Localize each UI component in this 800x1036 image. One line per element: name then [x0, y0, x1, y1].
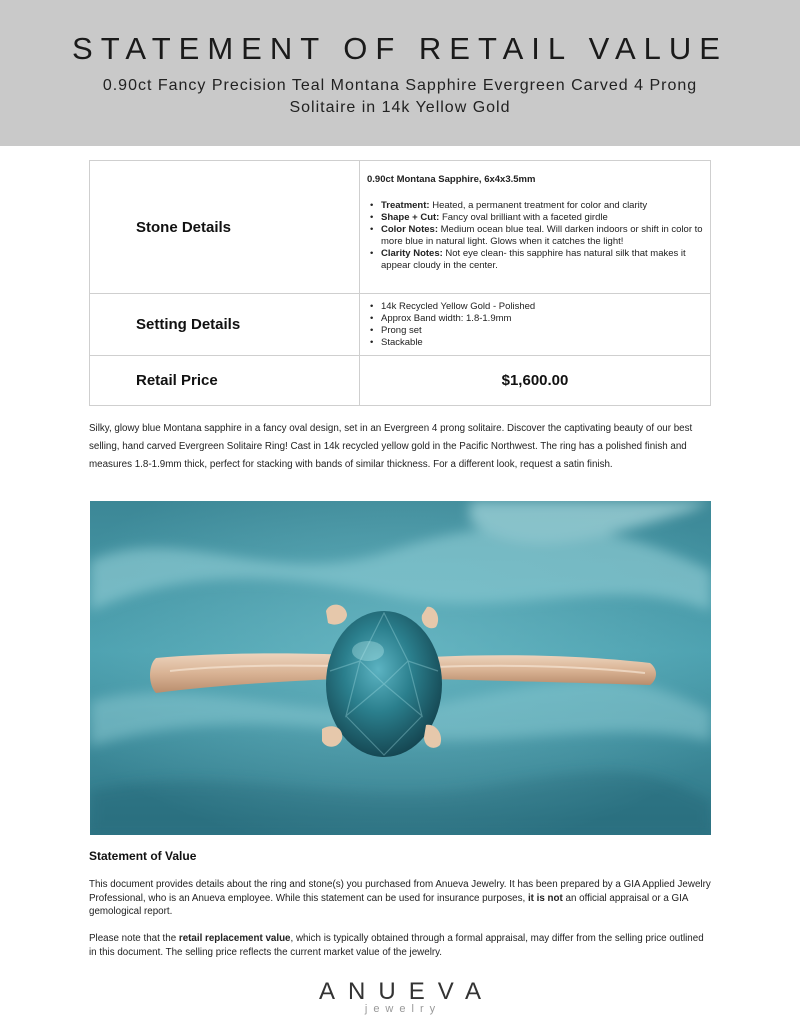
- setting-details-label: Setting Details: [90, 294, 360, 356]
- logo-brand-text: ANUEVA: [319, 978, 494, 1005]
- ring-photo: [90, 501, 711, 835]
- clarity-notes-key: Clarity Notes:: [381, 248, 443, 259]
- statement-p1-end: an official appraisal or a GIA gemological report.: [89, 892, 688, 917]
- anueva-logo: [0, 978, 800, 1015]
- statement-p2-emphasis: retail replacement value: [178, 933, 291, 944]
- logo-sub-text: jewelry: [364, 1003, 442, 1015]
- setting-details-row: [90, 294, 711, 356]
- color-notes-key: Color Notes:: [381, 224, 438, 235]
- retail-price-label: Retail Price: [90, 356, 360, 406]
- statement-p1-emphasis: it is not: [527, 892, 563, 904]
- retail-price-value: $1,600.00: [360, 356, 711, 406]
- stone-details-row: [90, 161, 711, 294]
- stone-bullet-list: [367, 200, 704, 272]
- page-title: STATEMENT OF RETAIL VALUE: [72, 31, 728, 66]
- statement-paragraph-1: [89, 878, 711, 919]
- list-item: [381, 224, 704, 248]
- shape-cut-text: Fancy oval brilliant with a faceted girdle: [439, 212, 608, 223]
- list-item: [381, 248, 704, 272]
- list-item: • 14k Recycled Yellow Gold - Polished: [381, 301, 704, 313]
- statement-p2-start: Please note that the: [89, 933, 179, 944]
- retail-price-row: [90, 356, 711, 406]
- clarity-notes-text: Not eye clean- this sapphire has natural silk that makes it appear cloudy in the center.: [381, 248, 686, 271]
- color-notes-text: Medium ocean blue teal. Will darken indoors or shift in color to more blue in natural light. Glows when it catches the light!: [381, 224, 703, 247]
- treatment-text: Heated, a permanent treatment for color and clarity: [429, 200, 648, 211]
- details-table: [89, 160, 711, 406]
- statement-p1-start: This document provides details about the ring and stone(s) you purchased from Anueva Jewelry. It has been prepared by a GIA Applied Jewelry Professional, who is an Anueva employee. While this statement can be used for insurance purposes,: [89, 879, 711, 904]
- ring-illustration: [90, 501, 711, 835]
- product-subtitle: 0.90ct Fancy Precision Teal Montana Sapphire Evergreen Carved 4 Prong Solitaire in 14k Yellow Gold: [102, 77, 698, 116]
- statement-of-value-title: Statement of Value: [89, 849, 197, 863]
- list-item: • Stackable: [381, 337, 704, 349]
- setting-bullet-list: [367, 301, 704, 349]
- list-item: [381, 200, 704, 212]
- stone-heading: 0.90ct Montana Sapphire, 6x4x3.5mm: [367, 174, 536, 185]
- stone-details-value: [360, 161, 711, 294]
- setting-details-value: [360, 294, 711, 356]
- shape-cut-key: Shape + Cut:: [381, 212, 440, 223]
- product-description: Silky, glowy blue Montana sapphire in a fancy oval design, set in an Evergreen 4 prong solitaire. Discover the captivating beauty of our best selling, hand carved Evergreen Solitaire Ring! Cast in 14k recycled yellow gold in the Pacific Northwest. The ring has a polished finish and measures 1.8-1.9mm thick, perfect for stacking with bands of similar thickness. For a different look, request a satin finish.: [89, 423, 693, 470]
- list-item: • Approx Band width: 1.8-1.9mm: [381, 313, 704, 325]
- stone-details-label: Stone Details: [90, 161, 360, 294]
- page-header: [0, 0, 800, 146]
- list-item: [381, 212, 704, 224]
- treatment-key: Treatment:: [381, 200, 430, 211]
- list-item: • Prong set: [381, 325, 704, 337]
- statement-p2-end: , which is typically obtained through a formal appraisal, may differ from the selling price outlined in this document. The selling price reflects the current market value of the jewelry.: [89, 933, 704, 958]
- statement-paragraph-2: [89, 932, 711, 959]
